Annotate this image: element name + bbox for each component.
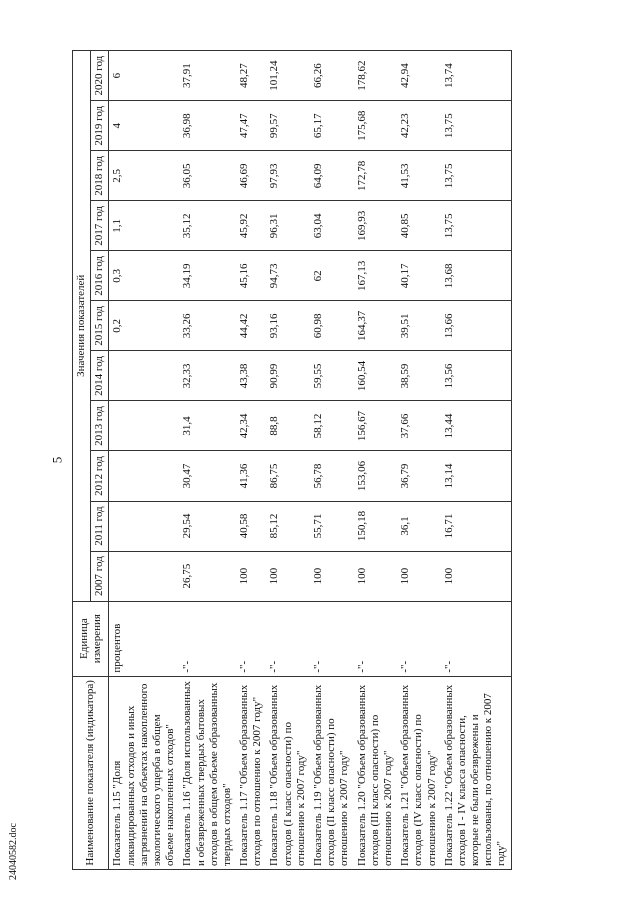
- indicator-value: 40,58: [236, 501, 266, 551]
- indicator-value: 36,1: [397, 501, 441, 551]
- indicator-value: 41,36: [236, 451, 266, 501]
- indicator-value: 47,47: [236, 101, 266, 151]
- indicator-value: 156,67: [354, 401, 398, 451]
- indicator-value: 4: [109, 101, 179, 151]
- indicator-value: 41,53: [397, 151, 441, 201]
- indicator-value: 100: [266, 551, 310, 601]
- indicator-name: Показатель 1.16 "Доля использованных и обезвреженных твердых бытовых отходов в общем объеме образованных твердых отходов": [179, 676, 236, 869]
- indicator-value: 40,85: [397, 201, 441, 251]
- indicator-name: Показатель 1.21 "Объем образованных отходов (IV класс опасности) по отношению к 2007 году": [397, 676, 441, 869]
- header-values-group: Значения показателей: [73, 51, 91, 602]
- indicator-value: 60,98: [310, 301, 354, 351]
- indicator-value: 13,66: [441, 301, 511, 351]
- indicator-table: [72, 50, 512, 870]
- indicator-value: 42,34: [236, 401, 266, 451]
- indicator-value: 0,3: [109, 251, 179, 301]
- indicator-value: 64,09: [310, 151, 354, 201]
- header-year: 2015 год: [91, 301, 109, 351]
- indicator-value: 164,37: [354, 301, 398, 351]
- indicator-value: 35,12: [179, 201, 236, 251]
- indicator-name: Показатель 1.18 "Объем образованных отходов (I класс опасности) по отношению к 2007 году": [266, 676, 310, 869]
- indicator-unit: процентов: [109, 601, 179, 676]
- indicator-value: 6: [109, 51, 179, 101]
- indicator-value: 100: [354, 551, 398, 601]
- indicator-value: 169,93: [354, 201, 398, 251]
- indicator-value: 150,18: [354, 501, 398, 551]
- indicator-value: 167,13: [354, 251, 398, 301]
- header-year: 2017 год: [91, 201, 109, 251]
- header-year: 2012 год: [91, 451, 109, 501]
- indicator-value: 13,75: [441, 201, 511, 251]
- indicator-value: 94,73: [266, 251, 310, 301]
- indicator-value: 29,54: [179, 501, 236, 551]
- header-unit: Единица измерения: [73, 601, 109, 676]
- indicator-table-container: [72, 50, 616, 870]
- indicator-value: [109, 501, 179, 551]
- table-row: [266, 51, 310, 870]
- indicator-value: 45,92: [236, 201, 266, 251]
- indicator-value: 26,75: [179, 551, 236, 601]
- indicator-value: 0,2: [109, 301, 179, 351]
- header-year: 2007 год: [91, 551, 109, 601]
- indicator-value: 172,78: [354, 151, 398, 201]
- indicator-value: 13,68: [441, 251, 511, 301]
- indicator-value: 42,94: [397, 51, 441, 101]
- indicator-value: 85,12: [266, 501, 310, 551]
- indicator-value: 59,55: [310, 351, 354, 401]
- indicator-value: 13,75: [441, 151, 511, 201]
- indicator-value: 178,62: [354, 51, 398, 101]
- indicator-value: 101,24: [266, 51, 310, 101]
- indicator-value: 13,14: [441, 451, 511, 501]
- indicator-value: 56,78: [310, 451, 354, 501]
- header-year: 2019 год: [91, 101, 109, 151]
- indicator-value: 100: [397, 551, 441, 601]
- indicator-value: 13,56: [441, 351, 511, 401]
- indicator-value: 32,33: [179, 351, 236, 401]
- indicator-value: 66,26: [310, 51, 354, 101]
- indicator-value: 37,66: [397, 401, 441, 451]
- indicator-value: 96,31: [266, 201, 310, 251]
- indicator-name: Показатель 1.15 "Доля ликвидированных отходов и иных загрязнений на объектах накопленного экологического ущерба в общем объеме накопленных отходов": [109, 676, 179, 869]
- header-name: Наименование показателя (индикатора): [73, 676, 109, 869]
- indicator-value: 55,71: [310, 501, 354, 551]
- indicator-value: 37,91: [179, 51, 236, 101]
- table-row: [354, 51, 398, 870]
- indicator-name: Показатель 1.20 "Объем образованных отходов (III класс опасности) по отношению к 2007 году": [354, 676, 398, 869]
- table-row: [109, 51, 179, 870]
- header-year: 2018 год: [91, 151, 109, 201]
- indicator-value: 63,04: [310, 201, 354, 251]
- table-row: [397, 51, 441, 870]
- header-year: 2014 год: [91, 351, 109, 401]
- table-row: [236, 51, 266, 870]
- indicator-value: 93,16: [266, 301, 310, 351]
- indicator-value: 58,12: [310, 401, 354, 451]
- indicator-name: Показатель 1.19 "Объем образованных отходов (II класс опасности) по отношению к 2007 году": [310, 676, 354, 869]
- indicator-value: 65,17: [310, 101, 354, 151]
- indicator-value: 100: [236, 551, 266, 601]
- indicator-value: 62: [310, 251, 354, 301]
- indicator-unit: -"-: [310, 601, 354, 676]
- indicator-value: 88,8: [266, 401, 310, 451]
- indicator-name: Показатель 1.17 "Объем образованных отходов по отношению к 2007 году": [236, 676, 266, 869]
- indicator-value: [109, 351, 179, 401]
- indicator-value: 175,68: [354, 101, 398, 151]
- indicator-unit: -"-: [441, 601, 511, 676]
- indicator-value: [109, 401, 179, 451]
- indicator-value: 153,06: [354, 451, 398, 501]
- indicator-value: 34,19: [179, 251, 236, 301]
- footer-filename: 24040582.doc: [8, 823, 19, 880]
- table-row: [441, 51, 511, 870]
- indicator-value: 160,54: [354, 351, 398, 401]
- indicator-value: 43,38: [236, 351, 266, 401]
- indicator-value: 2,5: [109, 151, 179, 201]
- header-year: 2011 год: [91, 501, 109, 551]
- indicator-value: 100: [441, 551, 511, 601]
- indicator-value: 90,99: [266, 351, 310, 401]
- indicator-value: 13,74: [441, 51, 511, 101]
- indicator-value: 44,42: [236, 301, 266, 351]
- indicator-value: 30,47: [179, 451, 236, 501]
- indicator-unit: -"-: [179, 601, 236, 676]
- header-year: 2013 год: [91, 401, 109, 451]
- table-row: [179, 51, 236, 870]
- indicator-value: [109, 551, 179, 601]
- indicator-value: 86,75: [266, 451, 310, 501]
- indicator-value: 38,59: [397, 351, 441, 401]
- indicator-value: 39,51: [397, 301, 441, 351]
- indicator-value: 36,98: [179, 101, 236, 151]
- indicator-value: 1,1: [109, 201, 179, 251]
- indicator-value: 45,16: [236, 251, 266, 301]
- indicator-value: 16,71: [441, 501, 511, 551]
- indicator-unit: -"-: [266, 601, 310, 676]
- indicator-value: 97,93: [266, 151, 310, 201]
- indicator-value: 13,44: [441, 401, 511, 451]
- indicator-value: 33,26: [179, 301, 236, 351]
- indicator-value: 99,57: [266, 101, 310, 151]
- indicator-value: 48,27: [236, 51, 266, 101]
- indicator-value: 100: [310, 551, 354, 601]
- header-year: 2016 год: [91, 251, 109, 301]
- indicator-value: 46,69: [236, 151, 266, 201]
- indicator-value: 36,05: [179, 151, 236, 201]
- indicator-value: 40,17: [397, 251, 441, 301]
- indicator-value: 31,4: [179, 401, 236, 451]
- indicator-unit: -"-: [397, 601, 441, 676]
- table-row: [310, 51, 354, 870]
- indicator-value: [109, 451, 179, 501]
- page-number: 5: [49, 456, 65, 464]
- indicator-name: Показатель 1.22 "Объем образованных отходов I - IV класса опасности, которые не были обезврежены и использованы, по отношению к 2007 году": [441, 676, 511, 869]
- indicator-value: 42,23: [397, 101, 441, 151]
- header-year: 2020 год: [91, 51, 109, 101]
- indicator-unit: -"-: [354, 601, 398, 676]
- indicator-value: 13,75: [441, 101, 511, 151]
- indicator-value: 36,79: [397, 451, 441, 501]
- indicator-unit: -"-: [236, 601, 266, 676]
